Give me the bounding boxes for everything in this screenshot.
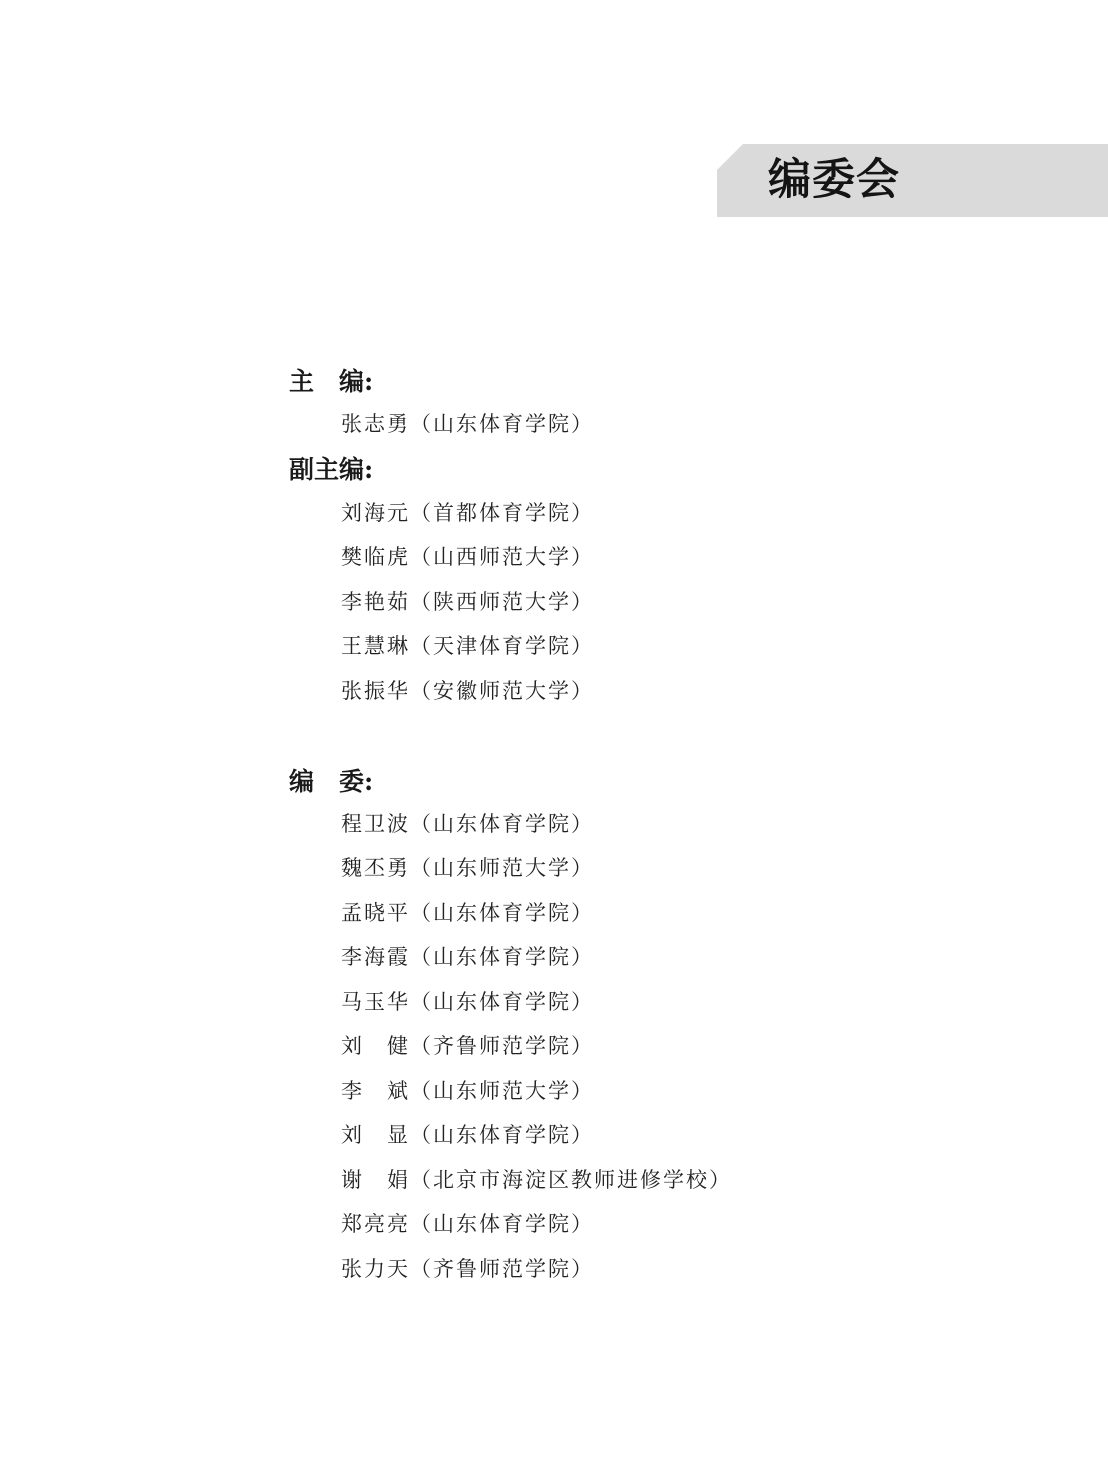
member-entry: 李艳茹（陕西师范大学）	[341, 590, 594, 614]
member-entry: 刘海元（首都体育学院）	[341, 501, 594, 525]
member-entry: 刘 健（齐鲁师范学院）	[341, 1034, 594, 1058]
member-entry: 谢 娟（北京市海淀区教师进修学校）	[341, 1168, 732, 1192]
member-entry: 程卫波（山东体育学院）	[341, 812, 594, 836]
member-entry: 郑亮亮（山东体育学院）	[341, 1212, 594, 1236]
page-title: 编委会	[768, 155, 900, 205]
member-entry: 李 斌（山东师范大学）	[341, 1079, 594, 1103]
section-heading-chief-editor: 主 编:	[289, 367, 374, 396]
member-entry: 魏丕勇（山东师范大学）	[341, 856, 594, 880]
section-heading-editorial-board: 编 委:	[289, 767, 374, 796]
member-entry: 张志勇（山东体育学院）	[341, 412, 594, 436]
member-entry: 樊临虎（山西师范大学）	[341, 545, 594, 569]
member-entry: 王慧琳（天津体育学院）	[341, 634, 594, 658]
section-heading-associate-editors: 副主编:	[289, 455, 374, 484]
member-entry: 张力天（齐鲁师范学院）	[341, 1257, 594, 1281]
member-entry: 马玉华（山东体育学院）	[341, 990, 594, 1014]
member-entry: 孟晓平（山东体育学院）	[341, 901, 594, 925]
member-entry: 李海霞（山东体育学院）	[341, 945, 594, 969]
member-entry: 张振华（安徽师范大学）	[341, 679, 594, 703]
member-entry: 刘 显（山东体育学院）	[341, 1123, 594, 1147]
